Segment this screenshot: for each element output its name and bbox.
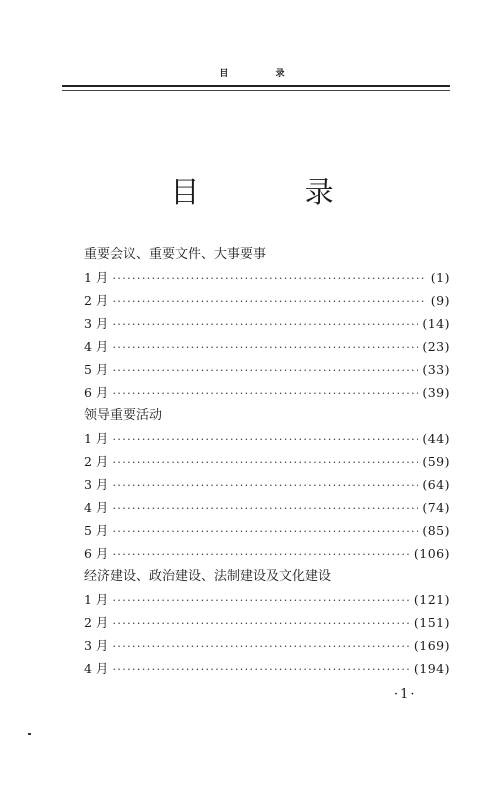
toc-entry-label: 3 月 <box>84 638 109 653</box>
dot-leader <box>112 384 418 404</box>
toc-entry[interactable] <box>84 360 450 383</box>
dot-leader <box>112 637 409 657</box>
dot-leader <box>112 292 426 312</box>
toc-entry[interactable] <box>84 291 450 314</box>
toc-entry-label: 6 月 <box>84 546 109 561</box>
dot-leader <box>112 361 418 381</box>
dot-leader <box>112 660 409 680</box>
header-rule-thin <box>62 90 450 91</box>
toc-entry[interactable] <box>84 429 450 452</box>
toc-entry-label: 1 月 <box>84 270 109 285</box>
toc-entry-page: (106) <box>413 546 450 561</box>
toc-entry[interactable] <box>84 613 450 636</box>
toc-entry-page: (85) <box>422 523 450 538</box>
dot-leader <box>112 338 418 358</box>
toc-entry[interactable] <box>84 544 450 567</box>
toc-section-heading[interactable]: 经济建设、政治建设、法制建设及文化建设 <box>84 569 332 584</box>
toc-entry-page: (121) <box>413 592 450 607</box>
toc-entry-label: 4 月 <box>84 500 109 515</box>
toc-entry-page: (59) <box>422 454 450 469</box>
toc-entry-page: (33) <box>422 362 450 377</box>
toc-entry-label: 2 月 <box>84 615 109 630</box>
toc-entry-page: (14) <box>422 316 450 331</box>
toc-entry[interactable] <box>84 498 450 521</box>
dot-leader <box>112 430 418 450</box>
toc-entry-label: 3 月 <box>84 477 109 492</box>
toc-entry-page: (44) <box>422 431 450 446</box>
toc-entry-page: (74) <box>422 500 450 515</box>
dot-leader <box>112 315 418 335</box>
toc-entry[interactable] <box>84 521 450 544</box>
header-rule-thick <box>62 85 450 87</box>
dot-leader <box>112 453 418 473</box>
toc-entry-label: 2 月 <box>84 293 109 308</box>
toc-entry[interactable] <box>84 268 450 291</box>
dot-leader <box>112 545 409 565</box>
dot-leader <box>112 591 409 611</box>
toc-entry-label: 6 月 <box>84 385 109 400</box>
page-title: 目 录 <box>170 175 382 209</box>
toc-entry-page: (64) <box>422 477 450 492</box>
toc-entry-label: 4 月 <box>84 339 109 354</box>
toc-entry-label: 5 月 <box>84 362 109 377</box>
toc-entry-page: (151) <box>413 615 450 630</box>
toc-entry-page: (194) <box>413 661 450 676</box>
toc-section-heading[interactable]: 重要会议、重要文件、大事要事 <box>84 247 267 262</box>
toc-section-heading[interactable]: 领导重要活动 <box>84 408 163 423</box>
toc-entry[interactable] <box>84 590 450 613</box>
dot-leader <box>112 476 418 496</box>
toc-entry-label: 4 月 <box>84 661 109 676</box>
toc-entry-label: 1 月 <box>84 592 109 607</box>
toc-entry[interactable] <box>84 337 450 360</box>
toc-entry-label: 1 月 <box>84 431 109 446</box>
page-number: ·1· <box>394 687 417 702</box>
running-head: 目 录 <box>219 69 307 79</box>
dot-leader <box>112 522 418 542</box>
toc-entry[interactable] <box>84 659 450 682</box>
toc-entry-label: 3 月 <box>84 316 109 331</box>
toc-entry-page: (1) <box>430 270 450 285</box>
toc-entry-label: 2 月 <box>84 454 109 469</box>
toc-entry-page: (9) <box>430 293 450 308</box>
toc-entry-page: (39) <box>422 385 450 400</box>
toc-entry-page: (169) <box>413 638 450 653</box>
toc-entry[interactable] <box>84 475 450 498</box>
table-of-contents <box>84 245 450 682</box>
toc-entry[interactable] <box>84 636 450 659</box>
toc-entry[interactable] <box>84 314 450 337</box>
dot-leader <box>112 499 418 519</box>
toc-entry-label: 5 月 <box>84 523 109 538</box>
toc-entry[interactable] <box>84 452 450 475</box>
dot-leader <box>112 269 426 289</box>
dot-leader <box>112 614 409 634</box>
toc-entry[interactable] <box>84 383 450 406</box>
scan-speck <box>28 733 31 735</box>
toc-entry-page: (23) <box>422 339 450 354</box>
